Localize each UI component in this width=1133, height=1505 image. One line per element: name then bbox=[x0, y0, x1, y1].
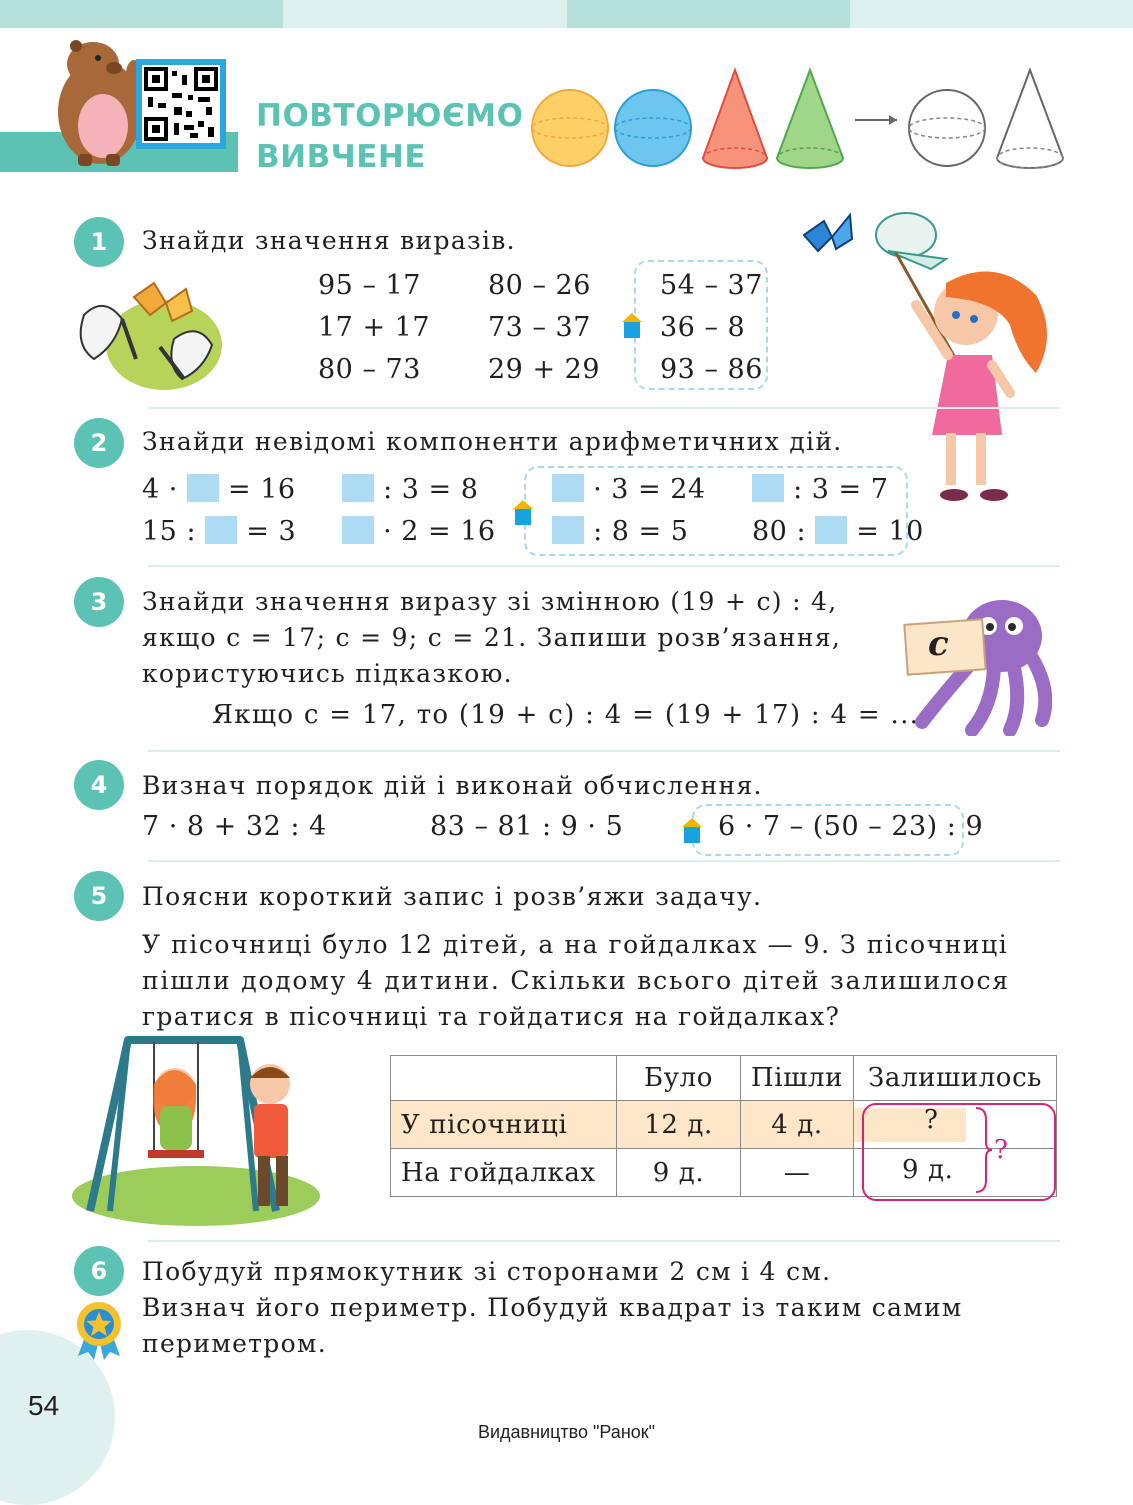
girl-with-net-illustration bbox=[796, 205, 1061, 510]
task2-equation-r2b bbox=[342, 514, 496, 550]
task-number-2: 2 bbox=[74, 418, 124, 468]
separator bbox=[148, 565, 1060, 567]
qr-pattern-icon bbox=[142, 65, 220, 143]
task3-hint: Якщо c = 17, то (19 + c) : 4 = (19 + 17) : 4 = ... bbox=[212, 700, 920, 730]
unknown-box[interactable] bbox=[552, 474, 584, 502]
equation-part: 15 : bbox=[142, 516, 197, 547]
table-cell: — bbox=[741, 1149, 854, 1197]
task4-expression-3: 6 · 7 – (50 – 23) : 9 bbox=[718, 811, 984, 842]
task2-text: Знайди невідомі компоненти арифметичних дій. bbox=[142, 427, 843, 456]
table-cell-value: ? bbox=[924, 1105, 939, 1135]
task3-line2: якщо c = 17; c = 9; c = 21. Запиши розв’язання, bbox=[142, 623, 842, 652]
brace-icon bbox=[974, 1106, 994, 1194]
table-header-cell bbox=[391, 1056, 617, 1101]
task6-line1: Побудуй прямокутник зі сторонами 2 см і 4 см. bbox=[142, 1257, 832, 1286]
house-icon bbox=[621, 311, 643, 339]
top-strip-1 bbox=[0, 0, 283, 28]
table-header-cell: Пішли bbox=[741, 1056, 854, 1101]
task3-line1: Знайди значення виразу зі змінною (19 + c) : 4, bbox=[142, 587, 838, 616]
house-icon bbox=[512, 498, 534, 526]
task1-expression: 95 – 17 bbox=[318, 270, 421, 301]
task1-expression: 80 – 26 bbox=[488, 270, 591, 301]
table-header-row bbox=[391, 1056, 1057, 1101]
task5-problem-line3: гратися в пісочниці та гойдатися на гойдалках? bbox=[142, 1002, 841, 1031]
equation-part: = 3 bbox=[246, 516, 297, 547]
equation-part: = 16 bbox=[228, 474, 296, 505]
medal-star-icon bbox=[72, 1300, 126, 1360]
task2-equation-r1c bbox=[552, 472, 706, 508]
page-title-line2: ВИВЧЕНЕ bbox=[256, 139, 427, 175]
task2-equation-r1a bbox=[142, 472, 296, 508]
qr-code[interactable] bbox=[136, 59, 226, 149]
task4-expression-2: 83 – 81 : 9 · 5 bbox=[430, 811, 624, 842]
equation-part: · 3 = 24 bbox=[593, 474, 706, 505]
house-icon bbox=[681, 816, 703, 844]
task1-expression: 93 – 86 bbox=[660, 354, 763, 385]
table-header-cell: Залишилось bbox=[854, 1056, 1057, 1101]
table-cell: 12 д. bbox=[617, 1101, 741, 1149]
table-cell-value: 9 д. bbox=[902, 1155, 954, 1185]
unknown-box[interactable] bbox=[552, 516, 584, 544]
task-number-4: 4 bbox=[74, 760, 124, 810]
separator bbox=[148, 407, 1060, 409]
equation-part: : 3 = 8 bbox=[383, 474, 479, 505]
task-number-3: 3 bbox=[74, 577, 124, 627]
task2-equation-r1b bbox=[342, 472, 478, 508]
table-cell: У пісочниці bbox=[391, 1101, 617, 1149]
task1-expression: 29 + 29 bbox=[488, 354, 601, 385]
task6-line3: периметром. bbox=[142, 1329, 327, 1358]
top-strip-3 bbox=[567, 0, 850, 28]
task5-text: Поясни короткий запис і розв’яжи задачу. bbox=[142, 882, 763, 911]
unknown-box[interactable] bbox=[342, 516, 374, 544]
capybara-illustration bbox=[48, 34, 148, 169]
unknown-box[interactable] bbox=[342, 474, 374, 502]
geometric-shapes-illustration bbox=[525, 66, 1070, 176]
unknown-box[interactable] bbox=[752, 474, 784, 502]
task1-column-2 bbox=[488, 265, 600, 391]
task4-text: Визнач порядок дій і виконай обчислення. bbox=[142, 771, 763, 800]
task1-expression: 36 – 8 bbox=[660, 312, 746, 343]
equation-part: = 10 bbox=[856, 516, 924, 547]
unknown-box[interactable] bbox=[187, 474, 219, 502]
table-header-cell: Було bbox=[617, 1056, 741, 1101]
task2-equation-r2d bbox=[752, 514, 924, 550]
page-title bbox=[256, 96, 524, 178]
task-number-6: 6 bbox=[74, 1246, 124, 1296]
table-cell: 4 д. bbox=[741, 1101, 854, 1149]
page-number: 54 bbox=[28, 1390, 60, 1421]
table-cell: На гойдалках bbox=[391, 1149, 617, 1197]
task1-expression: 17 + 17 bbox=[318, 312, 431, 343]
octopus-illustration bbox=[902, 596, 1052, 736]
equation-part: : 8 = 5 bbox=[593, 516, 689, 547]
task3-line3: користуючись підказкою. bbox=[142, 659, 513, 688]
task2-equation-r1d bbox=[752, 472, 888, 508]
publisher-footer: Видавництво "Ранок" bbox=[477, 1422, 656, 1442]
butterflies-illustration bbox=[74, 275, 224, 393]
equation-part: 4 · bbox=[142, 474, 178, 505]
top-strip-4 bbox=[850, 0, 1133, 28]
answer-highlight-frame bbox=[862, 1103, 1056, 1201]
variable-card-letter: c bbox=[928, 624, 949, 664]
task1-expression: 73 – 37 bbox=[488, 312, 591, 343]
task4-expression-1: 7 · 8 + 32 : 4 bbox=[142, 811, 327, 842]
separator bbox=[148, 750, 1060, 752]
separator bbox=[148, 1240, 1060, 1242]
task6-line2: Визнач його периметр. Побудуй квадрат із таким самим bbox=[142, 1293, 963, 1322]
unknown-box[interactable] bbox=[815, 516, 847, 544]
top-strip-2 bbox=[283, 0, 567, 28]
task1-column-3 bbox=[660, 265, 763, 391]
task1-expression: 54 – 37 bbox=[660, 270, 763, 301]
task1-expression: 80 – 73 bbox=[318, 354, 421, 385]
task-number-5: 5 bbox=[74, 871, 124, 921]
table-cell: 9 д. bbox=[617, 1149, 741, 1197]
separator bbox=[148, 860, 1060, 862]
task2-equation-r2c bbox=[552, 514, 688, 550]
equation-part: · 2 = 16 bbox=[383, 516, 496, 547]
page-title-line1: ПОВТОРЮЄМО bbox=[256, 98, 524, 134]
task1-text: Знайди значення виразів. bbox=[142, 226, 516, 255]
unknown-box[interactable] bbox=[205, 516, 237, 544]
task5-problem-line1: У пісочниці було 12 дітей, а на гойдалках — 9. З пісочниці bbox=[142, 930, 1009, 959]
task1-column-1 bbox=[318, 265, 430, 391]
equation-part: 80 : bbox=[752, 516, 807, 547]
children-on-swing-illustration bbox=[70, 1036, 322, 1228]
equation-part: : 3 = 7 bbox=[793, 474, 889, 505]
task-number-1: 1 bbox=[74, 217, 124, 267]
brace-question: ? bbox=[994, 1135, 1008, 1165]
task2-equation-r2a bbox=[142, 514, 296, 550]
task5-problem-line2: пішли додому 4 дитини. Скільки всього дітей залишилося bbox=[142, 966, 1010, 995]
